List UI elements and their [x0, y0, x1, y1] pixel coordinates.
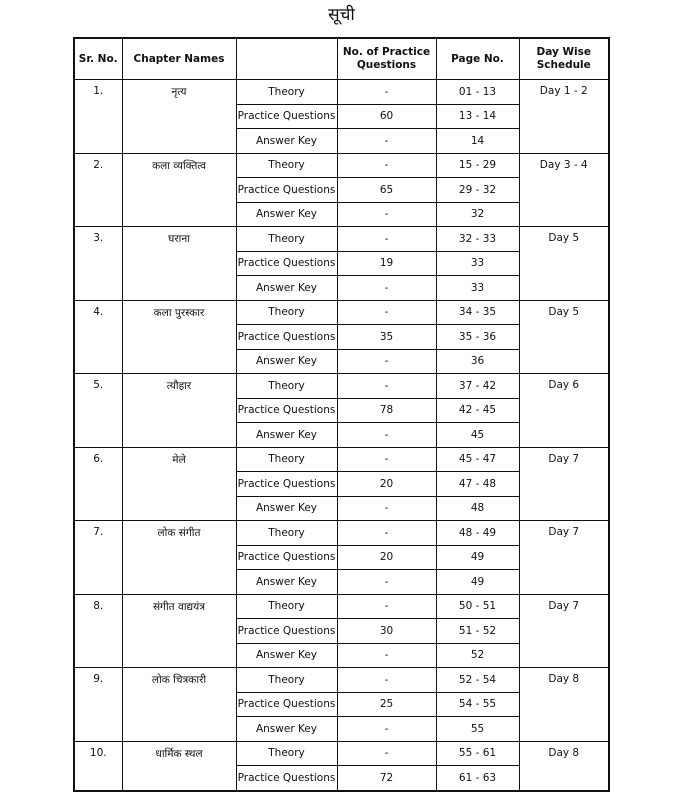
section-type: Answer Key	[236, 202, 337, 227]
chapter-name: लोक संगीत	[122, 521, 236, 595]
header-section	[236, 38, 337, 80]
serial-number: 6.	[74, 447, 122, 521]
page-range: 49	[436, 545, 519, 570]
serial-number: 8.	[74, 594, 122, 668]
serial-number: 4.	[74, 300, 122, 374]
header-sr-no: Sr. No.	[74, 38, 122, 80]
section-type: Answer Key	[236, 276, 337, 301]
practice-count: 72	[337, 766, 436, 791]
serial-number: 2.	[74, 153, 122, 227]
practice-count: -	[337, 80, 436, 105]
page-range: 01 - 13	[436, 80, 519, 105]
day-schedule: Day 1 - 2	[519, 80, 609, 154]
practice-count: -	[337, 717, 436, 742]
day-schedule: Day 5	[519, 227, 609, 301]
section-type: Answer Key	[236, 643, 337, 668]
page-range: 36	[436, 349, 519, 374]
page-range: 55 - 61	[436, 741, 519, 766]
practice-count: -	[337, 129, 436, 154]
chapter-name: लोक चित्रकारी	[122, 668, 236, 742]
practice-count: -	[337, 521, 436, 546]
chapter-name: कला व्यक्तित्व	[122, 153, 236, 227]
page-range: 33	[436, 251, 519, 276]
page-range: 54 - 55	[436, 692, 519, 717]
practice-count: 20	[337, 472, 436, 497]
section-type: Theory	[236, 668, 337, 693]
practice-count: -	[337, 570, 436, 595]
section-type: Practice Questions	[236, 545, 337, 570]
day-schedule: Day 7	[519, 594, 609, 668]
table-row	[74, 153, 609, 178]
chapter-name: कला पुरस्कार	[122, 300, 236, 374]
header-chapter-names: Chapter Names	[122, 38, 236, 80]
day-schedule: Day 8	[519, 668, 609, 742]
practice-count: -	[337, 643, 436, 668]
section-type: Theory	[236, 80, 337, 105]
section-type: Answer Key	[236, 717, 337, 742]
table-row	[74, 741, 609, 766]
practice-count: -	[337, 741, 436, 766]
page-range: 49	[436, 570, 519, 595]
practice-count: -	[337, 594, 436, 619]
header-practice-count: No. of Practice Questions	[337, 38, 436, 80]
section-type: Theory	[236, 447, 337, 472]
section-type: Practice Questions	[236, 619, 337, 644]
table-row	[74, 227, 609, 252]
table-row	[74, 374, 609, 399]
practice-count: -	[337, 496, 436, 521]
page-range: 42 - 45	[436, 398, 519, 423]
practice-count: 60	[337, 104, 436, 129]
practice-count: 19	[337, 251, 436, 276]
page-range: 61 - 63	[436, 766, 519, 791]
serial-number: 5.	[74, 374, 122, 448]
section-type: Practice Questions	[236, 251, 337, 276]
chapter-name: धार्मिक स्थल	[122, 741, 236, 791]
page-range: 45	[436, 423, 519, 448]
practice-count: -	[337, 374, 436, 399]
page-range: 55	[436, 717, 519, 742]
page-range: 32	[436, 202, 519, 227]
page-range: 47 - 48	[436, 472, 519, 497]
serial-number: 10.	[74, 741, 122, 791]
page-title: सूची	[328, 5, 355, 25]
serial-number: 3.	[74, 227, 122, 301]
page-range: 13 - 14	[436, 104, 519, 129]
section-type: Practice Questions	[236, 325, 337, 350]
section-type: Theory	[236, 153, 337, 178]
practice-count: -	[337, 423, 436, 448]
page-range: 50 - 51	[436, 594, 519, 619]
page-range: 33	[436, 276, 519, 301]
practice-count: 20	[337, 545, 436, 570]
serial-number: 1.	[74, 80, 122, 154]
serial-number: 9.	[74, 668, 122, 742]
chapter-name: त्यौहार	[122, 374, 236, 448]
practice-count: -	[337, 668, 436, 693]
chapter-name: नृत्य	[122, 80, 236, 154]
section-type: Practice Questions	[236, 692, 337, 717]
section-type: Answer Key	[236, 570, 337, 595]
practice-count: 35	[337, 325, 436, 350]
section-type: Practice Questions	[236, 104, 337, 129]
table-row	[74, 521, 609, 546]
page-range: 32 - 33	[436, 227, 519, 252]
section-type: Practice Questions	[236, 178, 337, 203]
contents-table	[73, 37, 610, 792]
chapter-name: मेले	[122, 447, 236, 521]
day-schedule: Day 7	[519, 447, 609, 521]
page-range: 14	[436, 129, 519, 154]
practice-count: -	[337, 276, 436, 301]
section-type: Theory	[236, 594, 337, 619]
header-row	[74, 38, 609, 80]
table-row	[74, 668, 609, 693]
section-type: Practice Questions	[236, 398, 337, 423]
table-row	[74, 80, 609, 105]
section-type: Practice Questions	[236, 766, 337, 791]
practice-count: -	[337, 349, 436, 374]
day-schedule: Day 3 - 4	[519, 153, 609, 227]
section-type: Theory	[236, 521, 337, 546]
page-range: 52	[436, 643, 519, 668]
section-type: Answer Key	[236, 349, 337, 374]
section-type: Answer Key	[236, 423, 337, 448]
page-range: 34 - 35	[436, 300, 519, 325]
day-schedule: Day 7	[519, 521, 609, 595]
practice-count: 65	[337, 178, 436, 203]
chapter-name: घराना	[122, 227, 236, 301]
table-row	[74, 300, 609, 325]
section-type: Answer Key	[236, 129, 337, 154]
section-type: Theory	[236, 374, 337, 399]
header-page-no: Page No.	[436, 38, 519, 80]
page-range: 35 - 36	[436, 325, 519, 350]
page-range: 15 - 29	[436, 153, 519, 178]
section-type: Answer Key	[236, 496, 337, 521]
practice-count: 78	[337, 398, 436, 423]
page-range: 48 - 49	[436, 521, 519, 546]
page-range: 29 - 32	[436, 178, 519, 203]
practice-count: 30	[337, 619, 436, 644]
practice-count: -	[337, 153, 436, 178]
serial-number: 7.	[74, 521, 122, 595]
practice-count: -	[337, 227, 436, 252]
section-type: Theory	[236, 300, 337, 325]
section-type: Theory	[236, 227, 337, 252]
practice-count: -	[337, 202, 436, 227]
page-range: 48	[436, 496, 519, 521]
page-range: 52 - 54	[436, 668, 519, 693]
practice-count: -	[337, 447, 436, 472]
table-row	[74, 447, 609, 472]
page-range: 37 - 42	[436, 374, 519, 399]
page-range: 45 - 47	[436, 447, 519, 472]
practice-count: -	[337, 300, 436, 325]
practice-count: 25	[337, 692, 436, 717]
section-type: Practice Questions	[236, 472, 337, 497]
header-day-schedule: Day Wise Schedule	[519, 38, 609, 80]
table-row	[74, 594, 609, 619]
chapter-name: संगीत वाद्ययंत्र	[122, 594, 236, 668]
page-range: 51 - 52	[436, 619, 519, 644]
day-schedule: Day 8	[519, 741, 609, 791]
day-schedule: Day 5	[519, 300, 609, 374]
section-type: Theory	[236, 741, 337, 766]
day-schedule: Day 6	[519, 374, 609, 448]
